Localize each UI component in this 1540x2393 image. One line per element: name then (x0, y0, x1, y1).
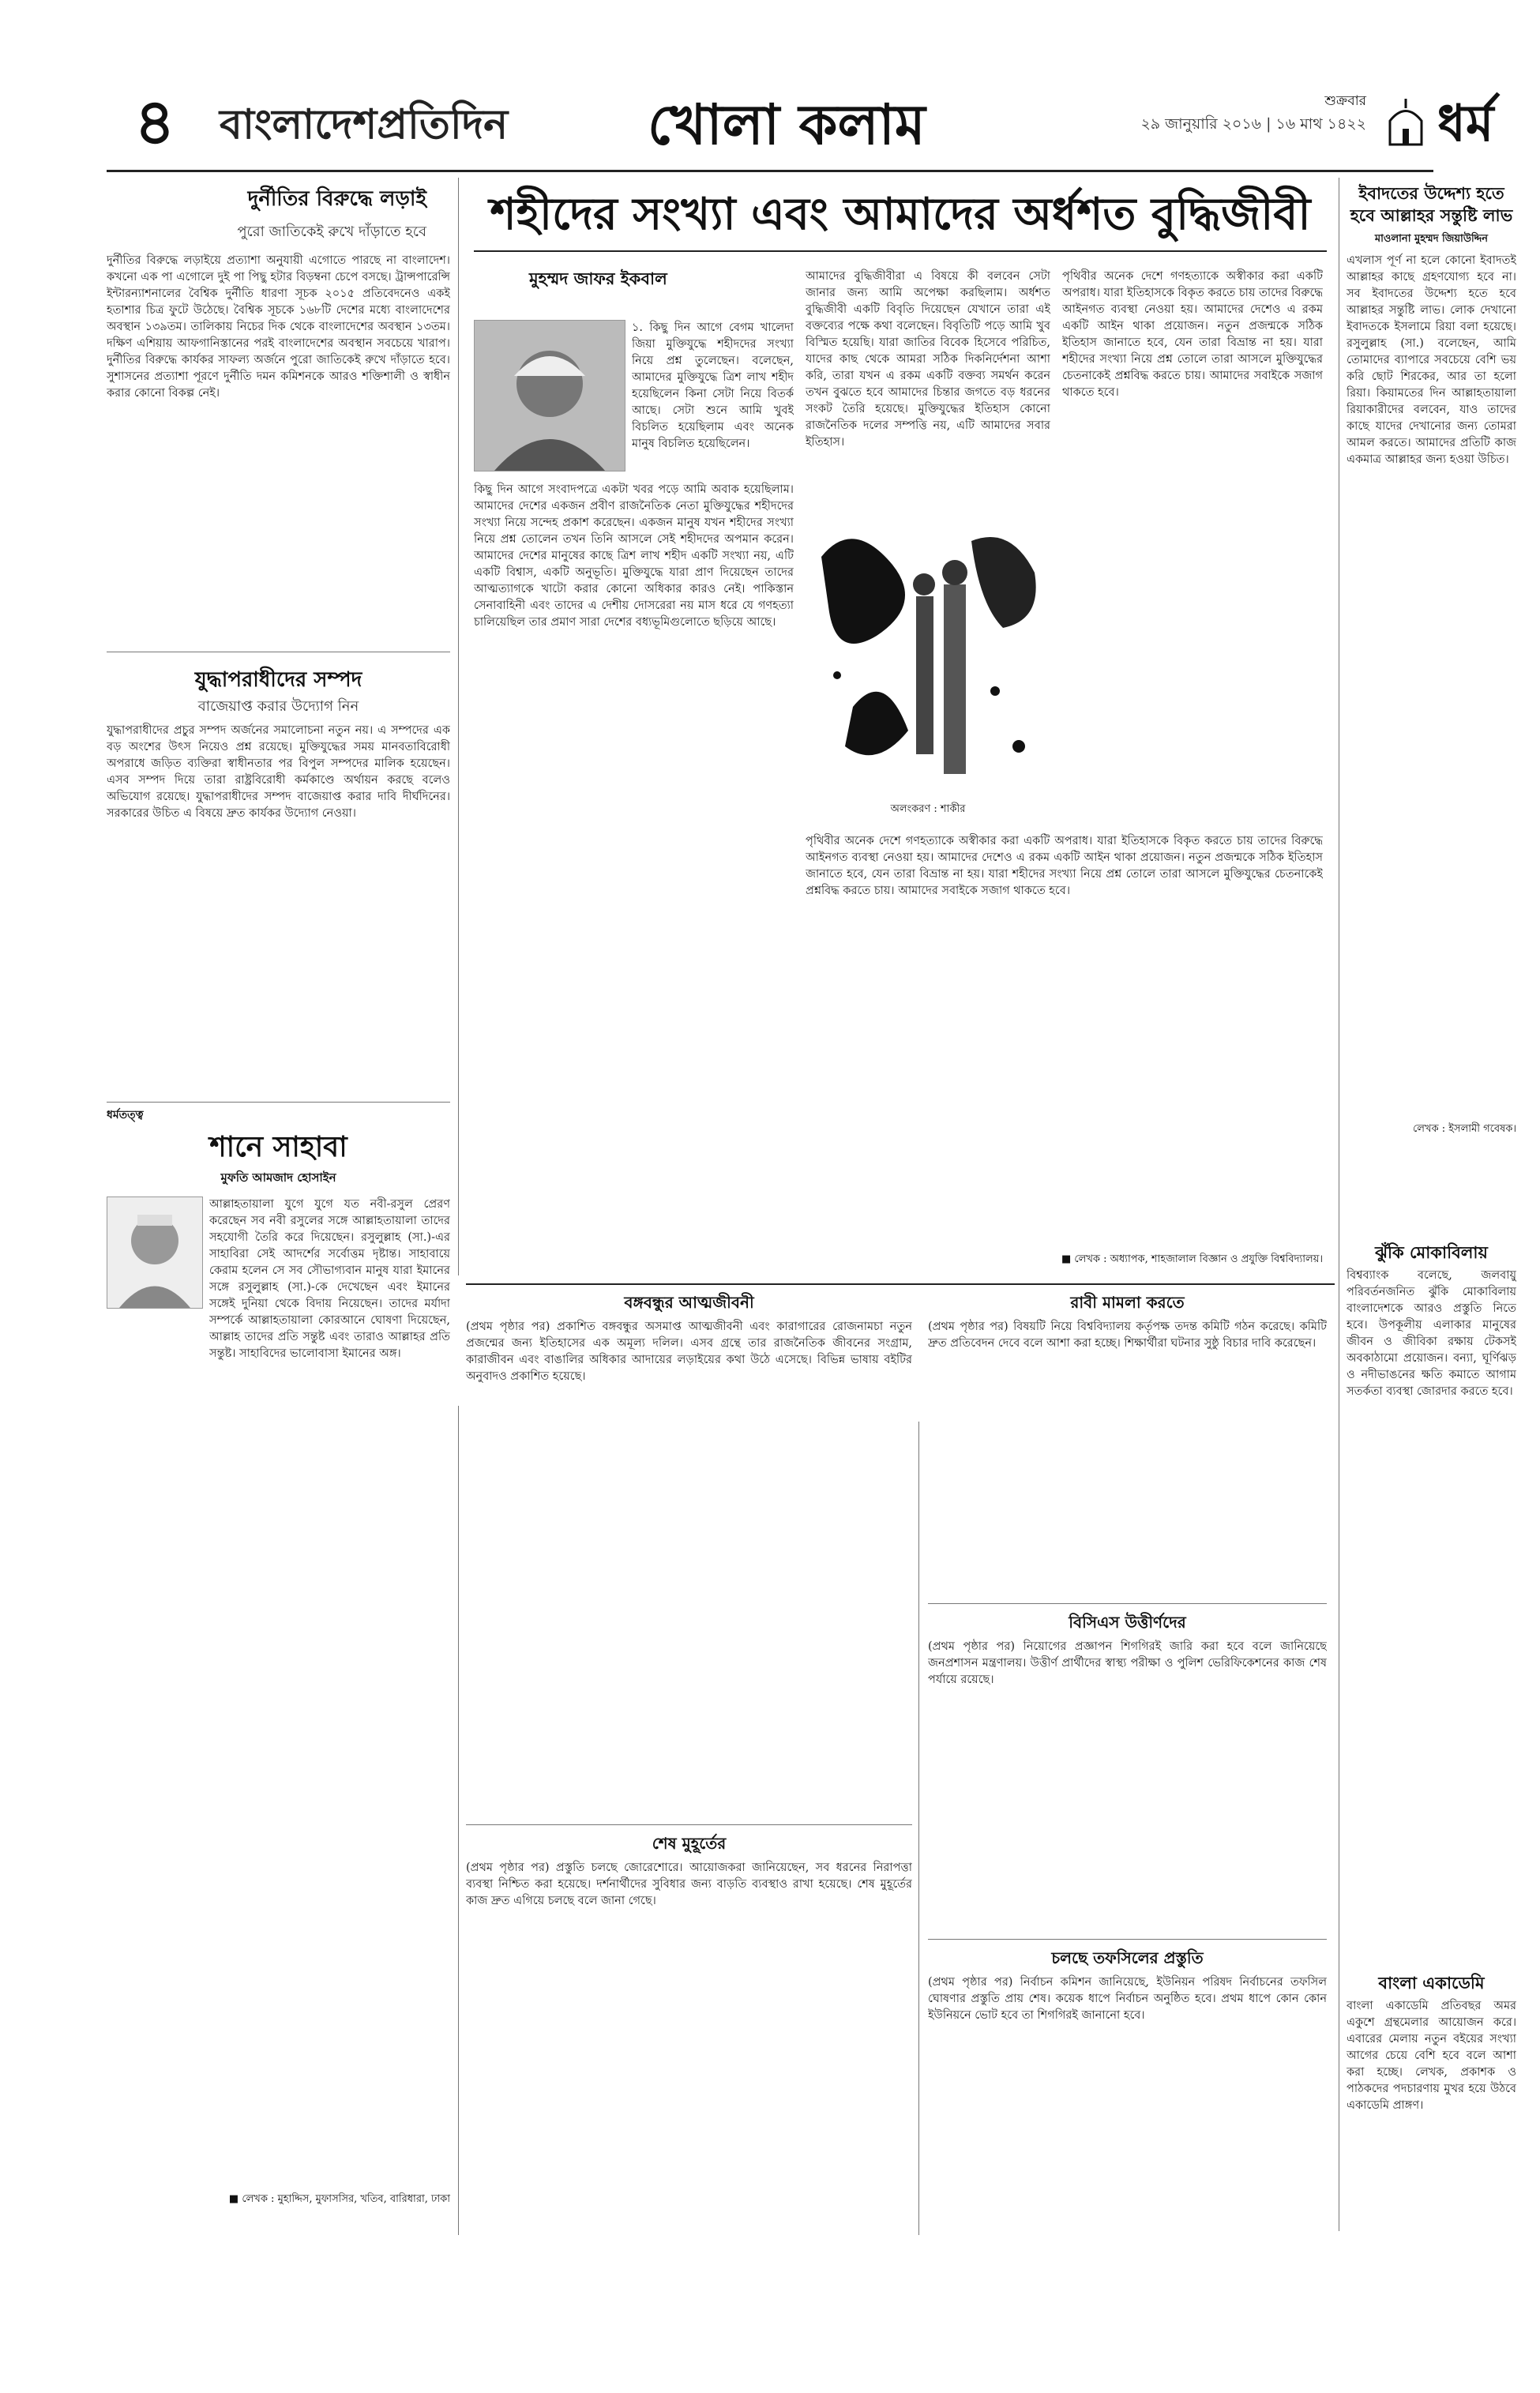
article-subtitle: পুরো জাতিকেই রুখে দাঁড়াতে হবে (237, 224, 426, 240)
article-title: রাবী মামলা করতে (1070, 1293, 1185, 1312)
article-byline: মাওলানা মুহম্মদ জিয়াউদ্দিন (1374, 233, 1489, 245)
author-note: ■ লেখক : মুহাদ্দিস, মুফাসসির, খতিব, বারিধারা, ঢাকা (228, 2193, 450, 2205)
article-title: শানে সাহাবা (209, 1130, 347, 1163)
article-byline: মুহম্মদ জাফর ইকবাল (529, 269, 667, 288)
bottom-block (466, 1291, 1331, 2239)
right-section-title: ধর্ম (1437, 94, 1494, 153)
article-title: ঝুঁকি মোকাবিলায় (1375, 1242, 1488, 1262)
illustration-caption: অলংকরণ : শাকীর (890, 803, 966, 815)
article-body: (প্রথম পৃষ্ঠার পর) বিষয়টি নিয়ে বিশ্ববিদ্যালয় কর্তৃপক্ষ তদন্ত কমিটি গঠন করেছে। কমিটি দ্রুত প্রতিবেদন দেবে বলে আশা করা হচ্ছে। শিক্ষার্থীরা ঘটনার সুষ্ঠু বিচার দাবি করেছেন। (928, 1320, 1327, 1350)
author-note: ■ লেখক : অধ্যাপক, শাহজালাল বিজ্ঞান ও প্রযুক্তি বিশ্ববিদ্যালয়। (1061, 1253, 1323, 1265)
article-title: যুদ্ধাপরাধীদের সম্পদ (194, 668, 362, 692)
article-body: যুদ্ধাপরাধীদের প্রচুর সম্পদ অর্জনের সমালোচনা নতুন নয়। এ সম্পদের এক বড় অংশের উৎস নিয়েও প্রশ্ন রয়েছে। মুক্তিযুদ্ধের সময় মানবতাবিরোধী অপরাধে জড়িত ব্যক্তিরা স্বাধীনতার পর বিপুল সম্পদের মালিক হয়েছেন। এসব সম্পদ দিয়ে তারা রাষ্ট্রবিরোধী কর্মকাণ্ডে অর্থায়ন করছে বলেও অভিযোগ রয়েছে। যুদ্ধাপরাধীদের সম্পদ বাজেয়াপ্ত করার দাবি দীর্ঘদিনের। সরকারের উচিত এ বিষয়ে দ্রুত কার্যকর উদ্যোগ নেওয়া। (107, 724, 450, 820)
article-body: পৃথিবীর অনেক দেশে গণহত্যাকে অস্বীকার করা একটি অপরাধ। যারা ইতিহাসকে বিকৃত করতে চায় তাদের বিরুদ্ধে আইনগত ব্যবস্থা নেওয়া হয়। আমাদের দেশেও এ রকম একটি আইন থাকা প্রয়োজন। নতুন প্রজন্মকে সঠিক ইতিহাস জানাতে হবে, যেন তারা বিভ্রান্ত না হয়। যারা শহীদের সংখ্যা নিয়ে প্রশ্ন তোলে তারা আসলে মুক্তিযুদ্ধের চেতনাকেই প্রশ্নবিদ্ধ করতে চায়। আমাদের সবাইকে সজাগ থাকতে হবে। (806, 835, 1323, 897)
article-title: বিসিএস উত্তীর্ণদের (1069, 1613, 1186, 1632)
article-title: বঙ্গবন্ধুর আত্মজীবনী (624, 1293, 754, 1312)
article-body: আমাদের বুদ্ধিজীবীরা এ বিষয়ে কী বলবেন সেটা জানার জন্য আমি অপেক্ষা করছিলাম। অর্ধশত বুদ্ধিজীবী একটি বিবৃতি দিয়েছেন যেখানে তারা এই বক্তব্যের পক্ষে কথা বলেছেন। বিবৃতিটি পড়ে আমি খুব বিস্মিত হয়েছি। যারা জাতির বিবেক হিসেবে পরিচিত, যাদের কাছ থেকে আমরা সঠিক দিকনির্দেশনা আশা করি, তারা যখন এ রকম একটি বক্তব্য সমর্থন করেন তখন বুঝতে হবে আমাদের চিন্তার জগতে বড় ধরনের সংকট তৈরি হয়েছে। মুক্তিযুদ্ধের ইতিহাস কোনো রাজনৈতিক দলের সম্পত্তি নয়, এটি আমাদের সবার ইতিহাস। (806, 270, 1050, 449)
article-title: চলছে তফসিলের প্রস্তুতি (1051, 1948, 1204, 1967)
paper-logo: বাংলাদেশপ্রতিদিন (220, 100, 509, 148)
article-body: পৃথিবীর অনেক দেশে গণহত্যাকে অস্বীকার করা একটি অপরাধ। যারা ইতিহাসকে বিকৃত করতে চায় তাদের বিরুদ্ধে আইনগত ব্যবস্থা নেওয়া হয়। আমাদের দেশেও এ রকম একটি আইন থাকা প্রয়োজন। নতুন প্রজন্মকে সঠিক ইতিহাস জানাতে হবে, যেন তারা বিভ্রান্ত না হয়। যারা শহীদের সংখ্যা নিয়ে প্রশ্ন তোলে তারা আসলে মুক্তিযুদ্ধের চেতনাকেই প্রশ্নবিদ্ধ করতে চায়। আমাদের সবাইকে সজাগ থাকতে হবে। (1062, 270, 1323, 399)
article-body: (প্রথম পৃষ্ঠার পর) নিয়োগের প্রজ্ঞাপন শিগগিরই জারি করা হবে বলে জানিয়েছে জনপ্রশাসন মন্ত্রণালয়। উত্তীর্ণ প্রার্থীদের স্বাস্থ্য পরীক্ষা ও পুলিশ ভেরিফিকেশনের কাজ শেষ পর্যায়ে রয়েছে। (928, 1640, 1327, 1686)
article-body: (প্রথম পৃষ্ঠার পর) প্রকাশিত বঙ্গবন্ধুর অসমাপ্ত আত্মজীবনী এবং কারাগারের রোজনামচা নতুন প্রজন্মের জন্য ইতিহাসের এক অমূল্য দলিল। এসব গ্রন্থে তার রাজনৈতিক জীবনের সংগ্রাম, কারাজীবন এবং বাঙালির অধিকার আদায়ের লড়াইয়ের কথা উঠে এসেছে। বিভিন্ন ভাষায় বইটির অনুবাদও প্রকাশিত হয়েছে। (466, 1320, 912, 1383)
article-body: (প্রথম পৃষ্ঠার পর) প্রস্তুতি চলছে জোরেশোরে। আয়োজকরা জানিয়েছেন, সব ধরনের নিরাপত্তা ব্যবস্থা নিশ্চিত করা হয়েছে। দর্শনার্থীদের সুবিধার জন্য বাড়তি ব্যবস্থাও রাখা হয়েছে। শেষ মুহূর্তের কাজ দ্রুত এগিয়ে চলছে বলে জানা গেছে। (466, 1861, 912, 1907)
page-number: ৪ (134, 85, 175, 159)
article-title: ইবাদতের উদ্দেশ্য হতে হবে আল্লাহর সন্তুষ্টি লাভ (1350, 183, 1513, 225)
article-subtitle: বাজেয়াপ্ত করার উদ্যোগ নিন (197, 698, 359, 715)
article-title: শেষ মুহূর্তের (652, 1834, 727, 1853)
article-body: এখলাস পূর্ণ না হলে কোনো ইবাদতই আল্লাহর কাছে গ্রহণযোগ্য হবে না। সব ইবাদতের উদ্দেশ্য হতে হবে আল্লাহর সন্তুষ্টি লাভ। লোক দেখানো ইবাদতকে ইসলামে রিয়া বলা হয়েছে। রসুলুল্লাহ (সা.) বলেছেন, আমি তোমাদের ব্যাপারে সবচেয়ে বেশি ভয় করি ছোট শিরকের, আর তা হলো রিয়া। কিয়ামতের দিন আল্লাহতায়ালা রিয়াকারীদের বলবেন, যাও তাদের কাছে যাদের দেখানোর জন্য তোমরা আমল করতে। আমাদের প্রতিটি কাজ একমাত্র আল্লাহর জন্য হওয়া উচিত। (1347, 254, 1516, 466)
mosque-icon (1382, 97, 1429, 152)
article-body: আল্লাহতায়ালা যুগে যুগে যত নবী-রসুল প্রেরণ করেছেন সব নবী রসুলের সঙ্গে আল্লাহতায়ালা তাদের সহযোগী তৈরি করে দিয়েছেন। রসুলুল্লাহ (সা.)-এর সাহাবিরা সেই আদর্শের সর্বোত্তম দৃষ্টান্ত। সাহাবায়ে কেরাম হলেন সে সব সৌভাগ্যবান মানুষ যারা ইমানের সঙ্গে রসুলুল্লাহ (সা.)-কে দেখেছেন এবং ইমানের সঙ্গেই দুনিয়া থেকে বিদায় নিয়েছেন। তাদের মর্যাদা সম্পর্কে আল্লাহতায়ালা কোরআনে ঘোষণা দিয়েছেন, আল্লাহ তাদের প্রতি সন্তুষ্ট এবং তারাও আল্লাহর প্রতি সন্তুষ্ট। সাহাবিদের ভালোবাসা ইমানের অঙ্গ। (209, 1198, 450, 1360)
left-column (107, 178, 450, 2205)
section-title: খোলা কলাম (648, 92, 926, 157)
article-lead: ১. কিছু দিন আগে বেগম খালেদা জিয়া মুক্তিযুদ্ধে শহীদদের সংখ্যা নিয়ে প্রশ্ন তুলেছেন। বলেছেন, আমাদের মুক্তিযুদ্ধে ত্রিশ লাখ শহীদ হয়েছিলেন কিনা সেটা নিয়ে বিতর্ক আছে। সেটা শুনে আমি খুবই বিচলিত হয়েছিলাম এবং অনেক মানুষ বিচলিত হয়েছিলেন। (632, 321, 794, 450)
article-body: বাংলা একাডেমি প্রতিবছর অমর একুশে গ্রন্থমেলার আয়োজন করে। এবারের মেলায় নতুন বইয়ের সংখ্যা আগের চেয়ে বেশি হবে বলে আশা করা হচ্ছে। লেখক, প্রকাশক ও পাঠকদের পদচারণায় মুখর হয়ে উঠবে একাডেমি প্রাঙ্গণ। (1347, 2000, 1516, 2112)
article-byline: মুফতি আমজাদ হোসাইন (220, 1170, 336, 1185)
article-body: (প্রথম পৃষ্ঠার পর) নির্বাচন কমিশন জানিয়েছে, ইউনিয়ন পরিষদ নির্বাচনের তফসিল ঘোষণার প্রস্তুতি প্রায় শেষ। কয়েক ধাপে নির্বাচন অনুষ্ঠিত হবে। প্রথম ধাপে কোন কোন ইউনিয়নে ভোট হবে তা শিগগিরই জানানো হবে। (928, 1976, 1327, 2022)
right-column (1347, 178, 1516, 2112)
date: ২৯ জানুয়ারি ২০১৬ | ১৬ মাথ ১৪২২ (1140, 115, 1366, 133)
article-body: কিছু দিন আগে সংবাদপত্রে একটা খবর পড়ে আমি অবাক হয়েছিলাম। আমাদের দেশের একজন প্রবীণ রাজনৈতিক নেতা মুক্তিযুদ্ধের শহীদদের সংখ্যা নিয়ে সন্দেহ প্রকাশ করেছেন। একজন মানুষ যখন শহীদের সংখ্যা নিয়ে প্রশ্ন তোলেন তখন তিনি আসলে সেই শহীদদের অপমান করেন। আমাদের দেশের মানুষের কাছে ত্রিশ লাখ শহীদ একটি সংখ্যা নয়, এটি একটি বিশ্বাস, একটি অনুভূতি। মুক্তিযুদ্ধে যারা প্রাণ দিয়েছেন তাদের আত্মত্যাগকে খাটো করার কোনো অধিকার কারও নেই। পাকিস্তান সেনাবাহিনী এবং তাদের এ দেশীয় দোসরেরা নয় মাস ধরে যে গণহত্যা চালিয়েছিল তার প্রমাণ সারা দেশের বধ্যভূমিগুলোতে ছড়িয়ে আছে। (474, 483, 794, 629)
article-body: দুর্নীতির বিরুদ্ধে লড়াইয়ে প্রত্যাশা অনুযায়ী এগোতে পারছে না বাংলাদেশ। কখনো এক পা এগোলে দুই পা পিছু হটার বিড়ম্বনা চেপে বসছে। ট্রান্সপারেন্সি ইন্টারন্যাশনালের বৈশ্বিক দুর্নীতি ধারণা সূচক ২০১৫ প্রতিবেদনেও একই হতাশার চিত্র ফুটে উঠেছে। বৈশ্বিক সূচকে ১৬৮টি দেশের মধ্যে বাংলাদেশের অবস্থান ১৩৯তম। তালিকায় নিচের দিক থেকে বাংলাদেশের অবস্থান ১৩তম। দক্ষিণ এশিয়ায় আফগানিস্তানের পরই বাংলাদেশের অবস্থান সবচেয়ে খারাপ। দুর্নীতির বিরুদ্ধে কার্যকর সাফল্য অর্জনে পুরো জাতিকেই রুখে দাঁড়াতে হবে। সুশাসনের প্রত্যাশা পূরণে দুর্নীতি দমন কমিশনকে আরও শক্তিশালী ও স্বাধীন করার কোনো বিকল্প নেই। (107, 254, 450, 400)
feature-article (466, 178, 1331, 1279)
article-title: দুর্নীতির বিরুদ্ধে লড়াই (247, 187, 426, 211)
author-note: লেখক : ইসলামী গবেষক। (1412, 1123, 1516, 1135)
author-photo (107, 1196, 203, 1309)
article-title: বাংলা একাডেমি (1378, 1973, 1485, 1993)
weekday: শুক্রবার (1324, 93, 1366, 109)
article-body: বিশ্বব্যাংক বলেছে, জলবায়ু পরিবর্তনজনিত ঝুঁকি মোকাবিলায় বাংলাদেশকে আরও প্রস্তুতি নিতে হবে। উপকূলীয় এলাকার মানুষের জীবন ও জীবিকা রক্ষায় টেকসই অবকাঠামো প্রয়োজন। বন্যা, ঘূর্ণিঝড় ও নদীভাঙনের ক্ষতি কমাতে আগাম সতর্কতা ব্যবস্থা জোরদার করতে হবে। (1347, 1269, 1516, 1398)
headline: শহীদের সংখ্যা এবং আমাদের অর্ধশত বুদ্ধিজীবী (474, 178, 1327, 252)
author-photo (474, 320, 625, 471)
column-tag: ধর্মতত্ত্ব (107, 1109, 144, 1121)
illustration (806, 509, 1050, 802)
masthead (103, 83, 1494, 170)
